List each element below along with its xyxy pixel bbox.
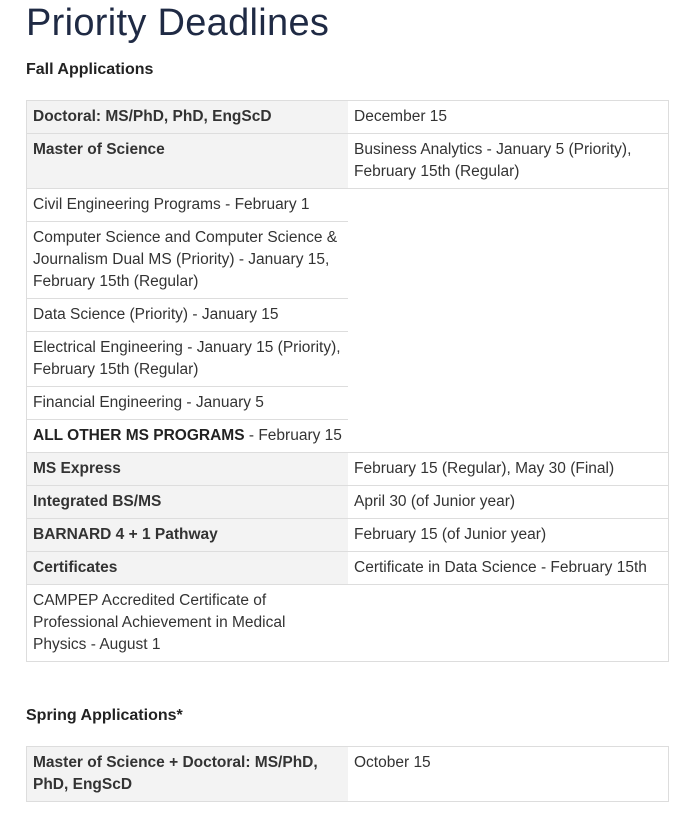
- barnard-pathway-label: BARNARD 4 + 1 Pathway: [27, 519, 349, 552]
- spring-applications-heading: Spring Applications*: [26, 707, 183, 724]
- integrated-bsms-deadline: April 30 (of Junior year): [348, 486, 669, 519]
- ms-express-label: MS Express: [27, 453, 349, 486]
- table-row: [27, 453, 669, 486]
- campep-certificate-deadline: CAMPEP Accredited Certificate of Professional Achievement in Medical Physics - August 1: [27, 585, 349, 662]
- table-row: [27, 189, 669, 222]
- table-row: [27, 134, 669, 189]
- civil-engineering-deadline: Civil Engineering Programs - February 1: [27, 189, 349, 222]
- spring-deadlines-table: [26, 746, 669, 802]
- all-other-ms-label: ALL OTHER MS PROGRAMS: [33, 427, 245, 444]
- spring-deadline: October 15: [348, 747, 669, 802]
- doctoral-deadline: December 15: [348, 101, 669, 134]
- table-row: [27, 585, 669, 662]
- fall-deadlines-table: [26, 100, 669, 662]
- table-row: [27, 747, 669, 802]
- financial-engineering-deadline: Financial Engineering - January 5: [27, 387, 349, 420]
- certificates-label: Certificates: [27, 552, 349, 585]
- empty-cell: [348, 189, 669, 453]
- all-other-ms-deadline: [27, 420, 349, 453]
- electrical-engineering-deadline: Electrical Engineering - January 15 (Priority), February 15th (Regular): [27, 332, 349, 387]
- empty-cell: [348, 585, 669, 662]
- table-row: [27, 486, 669, 519]
- table-row: [27, 552, 669, 585]
- spring-program-label: Master of Science + Doctoral: MS/PhD, PhD, EngScD: [27, 747, 349, 802]
- table-row: [27, 519, 669, 552]
- computer-science-deadline: Computer Science and Computer Science & Journalism Dual MS (Priority) - January 15, February 15th (Regular): [27, 222, 349, 299]
- barnard-pathway-deadline: February 15 (of Junior year): [348, 519, 669, 552]
- data-science-deadline: Data Science (Priority) - January 15: [27, 299, 349, 332]
- integrated-bsms-label: Integrated BS/MS: [27, 486, 349, 519]
- business-analytics-deadline: Business Analytics - January 5 (Priority), February 15th (Regular): [348, 134, 669, 189]
- page-title: Priority Deadlines: [26, 2, 330, 44]
- ms-express-deadline: February 15 (Regular), May 30 (Final): [348, 453, 669, 486]
- doctoral-label: Doctoral: MS/PhD, PhD, EngScD: [27, 101, 349, 134]
- master-of-science-label: Master of Science: [27, 134, 349, 189]
- all-other-ms-date: - February 15: [244, 427, 342, 444]
- fall-applications-heading: Fall Applications: [26, 61, 154, 78]
- table-row: [27, 101, 669, 134]
- data-science-certificate-deadline: Certificate in Data Science - February 15th: [348, 552, 669, 585]
